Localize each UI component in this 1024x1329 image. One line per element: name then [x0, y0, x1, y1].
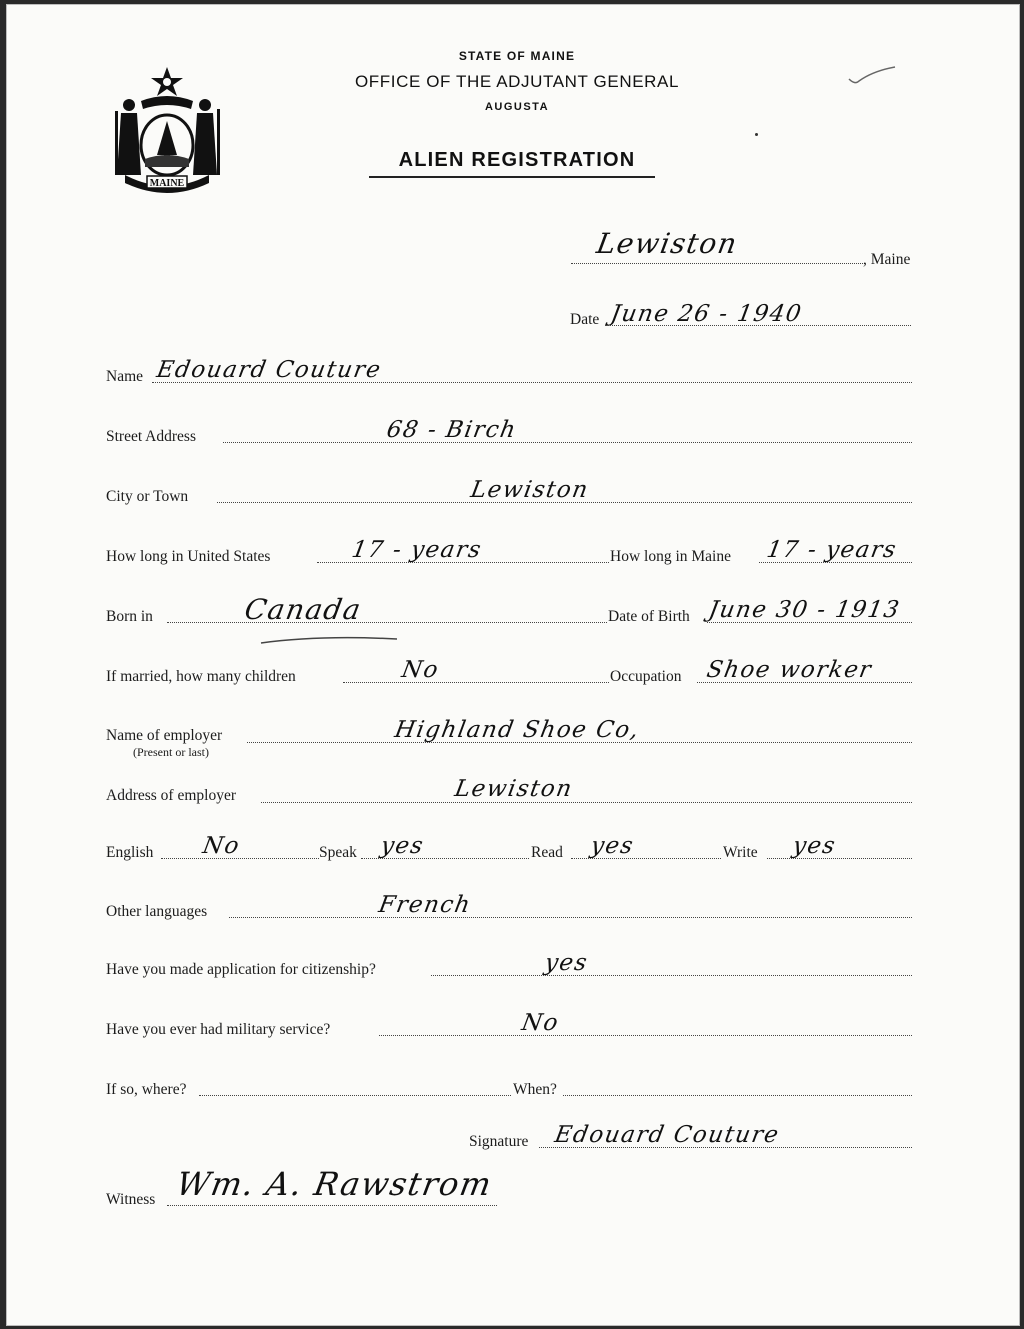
how-long-us-label: How long in United States [106, 548, 271, 565]
when-label: When? [513, 1081, 557, 1098]
maine-seal-icon [111, 63, 223, 193]
children-value: No [399, 657, 442, 683]
occupation-line [697, 682, 912, 683]
occupation-label: Occupation [610, 668, 682, 685]
name-value: Edouard Couture [154, 357, 384, 383]
speak-label: Speak [319, 844, 357, 861]
citizenship-label: Have you made application for citizenship? [106, 961, 376, 978]
how-long-maine-line [759, 562, 912, 563]
born-in-line [167, 622, 607, 623]
write-label: Write [723, 844, 758, 861]
city-label: City or Town [106, 488, 189, 505]
office-heading: OFFICE OF THE ADJUTANT GENERAL [354, 72, 680, 91]
write-value: yes [790, 833, 839, 859]
city-line [217, 502, 912, 503]
english-value: No [200, 833, 243, 859]
when-line [563, 1095, 912, 1096]
where-label: If so, where? [106, 1081, 187, 1098]
witness-label: Witness [106, 1191, 156, 1208]
how-long-maine-value: 17 - years [764, 537, 900, 563]
military-value: No [519, 1010, 562, 1036]
citizenship-value: yes [542, 950, 591, 976]
registration-form [6, 4, 1020, 1326]
military-label: Have you ever had military service? [106, 1021, 331, 1038]
how-long-us-value: 17 - years [349, 537, 485, 563]
witness-line [167, 1205, 497, 1206]
employer-address-label: Address of employer [106, 787, 236, 804]
employer-line [247, 742, 912, 743]
street-line [223, 442, 912, 443]
read-value: yes [588, 833, 637, 859]
born-in-value: Canada [242, 593, 365, 626]
name-label: Name [106, 368, 144, 385]
name-line [152, 382, 912, 383]
children-label: If married, how many children [106, 668, 296, 685]
witness-value: Wm. A. Rawstrom [173, 1165, 496, 1203]
town-value: Lewiston [594, 227, 741, 260]
form-title: ALIEN REGISTRATION [398, 149, 636, 171]
other-languages-label: Other languages [106, 903, 208, 920]
write-line [767, 858, 912, 859]
date-of-birth-label: Date of Birth [608, 608, 690, 625]
read-label: Read [531, 844, 563, 861]
how-long-us-line [317, 562, 609, 563]
how-long-maine-label: How long in Maine [610, 548, 731, 565]
maine-label: , Maine [863, 251, 911, 268]
check-mark-icon [847, 65, 897, 89]
date-of-birth-line [707, 622, 912, 623]
english-label: English [106, 844, 154, 861]
children-line [343, 682, 609, 683]
signature-label: Signature [469, 1133, 529, 1150]
employer-value: Highland Shoe Co, [392, 717, 642, 743]
occupation-value: Shoe worker [704, 657, 875, 683]
speak-value: yes [378, 833, 427, 859]
other-languages-value: French [376, 892, 474, 918]
underline-stroke [259, 633, 399, 647]
street-label: Street Address [106, 428, 196, 445]
date-label: Date [570, 311, 600, 328]
date-value: June 26 - 1940 [608, 301, 805, 327]
svg-text:MAINE: MAINE [149, 178, 185, 189]
signature-line [539, 1147, 912, 1148]
city-value: Lewiston [468, 477, 591, 503]
date-line [605, 325, 911, 326]
speak-line [361, 858, 529, 859]
signature-value: Edouard Couture [552, 1122, 782, 1148]
english-line [161, 858, 319, 859]
title-underline [369, 176, 655, 178]
town-line [571, 263, 865, 264]
read-line [571, 858, 721, 859]
city-heading: AUGUSTA [484, 101, 550, 113]
citizenship-line [431, 975, 912, 976]
date-of-birth-value: June 30 - 1913 [706, 597, 903, 623]
employer-address-line [261, 802, 912, 803]
state-heading: STATE OF MAINE [458, 49, 576, 63]
where-line [199, 1095, 511, 1096]
other-languages-line [229, 917, 912, 918]
employer-label: Name of employer [106, 727, 223, 744]
military-line [379, 1035, 912, 1036]
employer-note: (Present or last) [133, 745, 209, 759]
ink-dot [755, 133, 758, 136]
employer-address-value: Lewiston [452, 776, 575, 802]
born-in-label: Born in [106, 608, 153, 625]
street-value: 68 - Birch [384, 417, 519, 443]
